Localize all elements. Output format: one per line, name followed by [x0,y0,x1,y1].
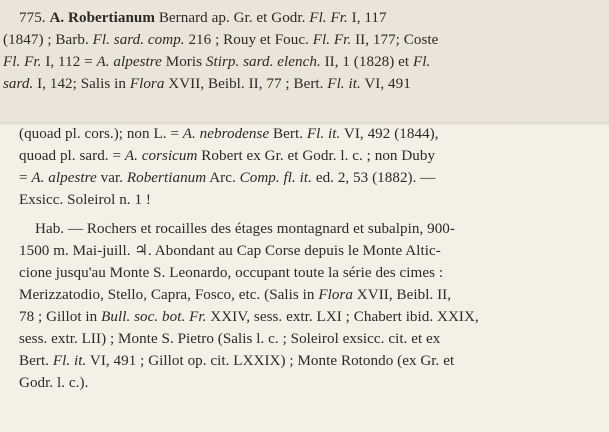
text-run: 78 ; Gillot in [19,309,102,325]
text-run: ed. 2, 53 (1882). — [312,170,436,186]
text-run: I, 142; Salis in [33,76,130,92]
italic-citation: A. corsicum [124,148,198,164]
text-run: 1500 m. Mai-juill. ♃. Abondant au Cap Corse depuis le Monte Altic- [19,243,441,259]
text-run: II, 1 (1828) et [320,54,413,70]
text-run: II, 177; Coste [351,32,439,48]
text-run: Exsicc. Soleirol n. 1 ! [19,192,151,208]
italic-citation: Stirp. sard. elench. [205,54,321,70]
text-line [19,263,609,283]
text-run: XVII, Beibl. II, [352,287,452,303]
text-line [19,307,609,327]
italic-citation: Robertianum [126,170,207,186]
text-line [19,241,609,261]
italic-citation: Fl. sard. comp. [92,32,185,48]
italic-citation: Comp. fl. it. [239,170,312,186]
text-run: Arc. [206,170,240,186]
italic-citation: sard. [3,76,34,92]
text-line [19,124,609,144]
text-line [19,351,609,371]
habitat-paragraph-start [35,219,609,239]
text-run: = [19,170,32,186]
italic-citation: Fl. it. [306,126,341,142]
text-line [19,373,609,393]
text-line [3,74,609,94]
text-run: quoad pl. sard. = [19,148,125,164]
text-line [19,190,609,210]
text-run: Bert. [19,353,53,369]
italic-citation: A. alpestre [96,54,162,70]
text-line [3,30,609,50]
italic-citation: Flora [318,287,353,303]
italic-citation: Fl. Fr. [3,54,42,70]
text-run: VI, 491 ; Gillot op. cit. LXXIX) ; Monte Rotondo (ex Gr. et [86,353,455,369]
italic-citation: Bull. soc. bot. Fr. [101,309,207,325]
italic-citation: A. alpestre [31,170,97,186]
text-line [3,52,609,72]
text-run: I, 112 = [41,54,97,70]
text-run: Moris [161,54,206,70]
text-run: cione jusqu'au Monte S. Leonardo, occupant toute la série des cimes : [19,265,444,281]
taxon-name: A. Robertianum [49,10,155,26]
text-run: (quoad pl. cors.); non L. = [19,126,183,142]
text-run: VI, 491 [360,76,411,92]
text-run: sess. extr. LII) ; Monte S. Pietro (Salis l. c. ; Soleirol exsicc. cit. et ex [19,331,441,347]
text-line [19,329,609,349]
entry-number: 775. [19,10,46,26]
italic-citation: Fl. Fr. [309,10,348,26]
text-run: XXIV, sess. extr. LXI ; Chabert ibid. XXIX, [206,309,479,325]
text-run: Bernard ap. Gr. et Godr. [158,10,310,26]
text-line [19,168,609,188]
text-run: Godr. l. c.). [19,375,89,391]
text-run: I, 117 [347,10,387,26]
text-run: Bert. [269,126,307,142]
italic-citation: A. nebrodense [182,126,270,142]
text-run: Hab. — Rochers et rocailles des étages montagnard et subalpin, 900- [35,221,455,237]
italic-citation: Fl. Fr. [312,32,352,48]
text-run: XVII, Beibl. II, 77 ; Bert. [164,76,328,92]
italic-citation: Flora [129,76,165,92]
italic-citation: Fl. it. [52,353,87,369]
text-line [19,285,609,305]
text-run: var. [96,170,127,186]
italic-citation: Fl. [413,54,431,70]
text-line [19,8,609,28]
text-run: VI, 492 (1844), [340,126,439,142]
text-line [19,146,609,166]
text-run: Robert ex Gr. et Godr. l. c. ; non Duby [197,148,436,164]
text-run: 216 ; Rouy et Fouc. [184,32,313,48]
text-run: Merizzatodio, Stello, Capra, Fosco, etc. (Salis in [19,287,319,303]
text-run: (1847) ; Barb. [3,32,93,48]
italic-citation: Fl. it. [327,76,361,92]
